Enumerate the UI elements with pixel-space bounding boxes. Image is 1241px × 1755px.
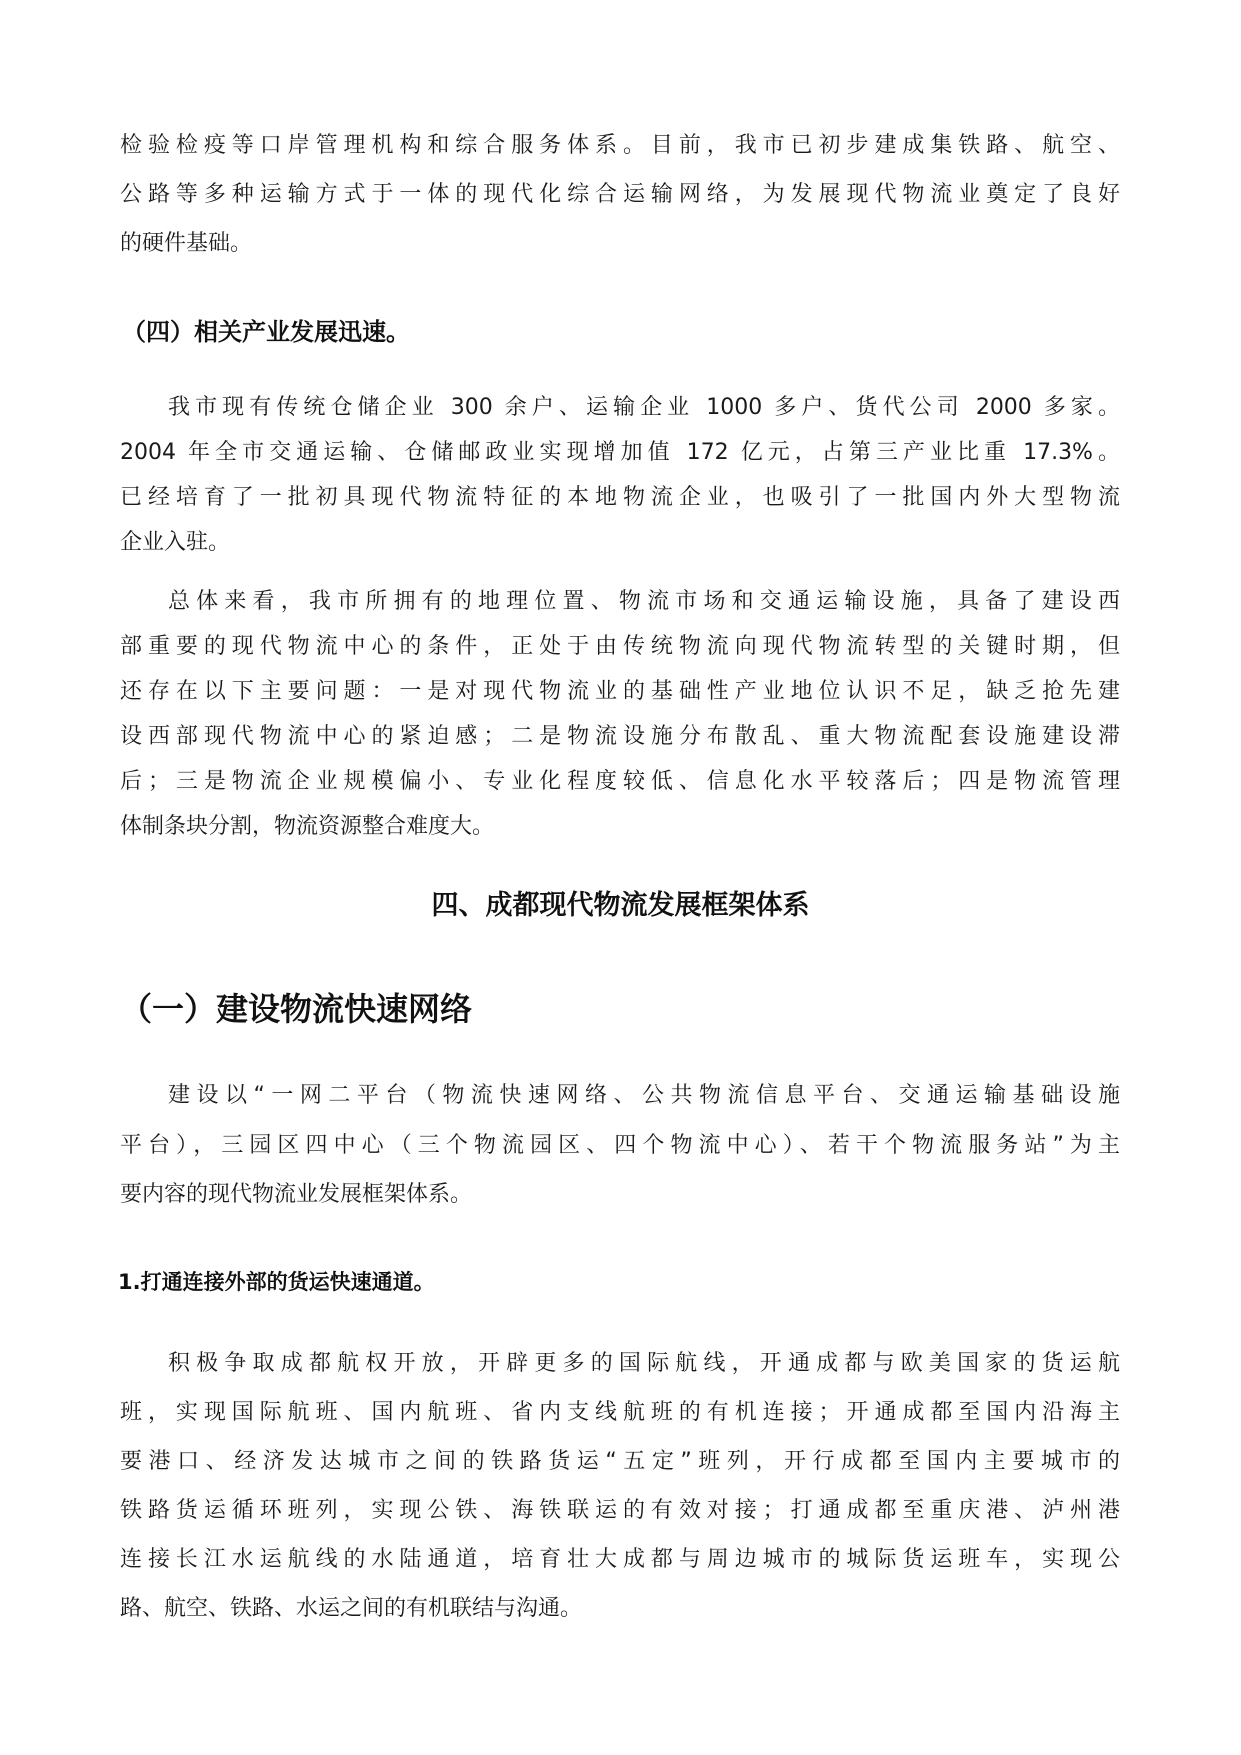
paragraph-line: 连接长江水运航线的水陆通道，培育壮大成都与周边城市的城际货运班车，实现公 [120, 1547, 1120, 1572]
paragraph-line: 检验检疫等口岸管理机构和综合服务体系。目前，我市已初步建成集铁路、航空、 [120, 133, 1120, 158]
paragraph-line: 路、航空、铁路、水运之间的有机联结与沟通。 [120, 1596, 583, 1621]
paragraph-line: 还存在以下主要问题：一是对现代物流业的基础性产业地位认识不足，缺乏抢先建 [120, 679, 1120, 704]
paragraph-line: 积极争取成都航权开放，开辟更多的国际航线，开通成都与欧美国家的货运航 [168, 1351, 1120, 1376]
subsection-title: （一）建设物流快速网络 [120, 990, 473, 1028]
paragraph-line: 要港口、经济发达城市之间的铁路货运“五定”班列，开行成都至国内主要城市的 [120, 1449, 1120, 1474]
paragraph-line: 设西部现代物流中心的紧迫感；二是物流设施分布散乱、重大物流配套设施建设滞 [120, 724, 1120, 749]
paragraph-line: 建设以“一网二平台（物流快速网络、公共物流信息平台、交通运输基础设施 [168, 1083, 1120, 1108]
paragraph-line: 的硬件基础。 [120, 231, 253, 256]
paragraph-line: 铁路货运循环班列，实现公铁、海铁联运的有效对接；打通成都至重庆港、泸州港 [120, 1498, 1120, 1523]
paragraph-line: 已经培育了一批初具现代物流特征的本地物流企业，也吸引了一批国内外大型物流 [120, 485, 1120, 510]
paragraph-line: 平台），三园区四中心（三个物流园区、四个物流中心）、若干个物流服务站”为主 [120, 1133, 1120, 1158]
paragraph-line: 公路等多种运输方式于一体的现代化综合运输网络，为发展现代物流业奠定了良好 [120, 182, 1120, 207]
paragraph-line: 后；三是物流企业规模偏小、专业化程度较低、信息化水平较落后；四是物流管理 [120, 769, 1120, 794]
paragraph-line: 体制条块分割，物流资源整合难度大。 [120, 814, 495, 839]
paragraph-line: 总体来看，我市所拥有的地理位置、物流市场和交通运输设施，具备了建设西 [168, 589, 1120, 614]
paragraph-line: 2004 年全市交通运输、仓储邮政业实现增加值 172 亿元，占第三产业比重 17.3%。 [120, 440, 1120, 465]
paragraph-line: 部重要的现代物流中心的条件，正处于由传统物流向现代物流转型的关键时期，但 [120, 634, 1120, 659]
paragraph-line: 要内容的现代物流业发展框架体系。 [120, 1182, 473, 1207]
item-heading: 1.打通连接外部的货运快速通道。 [118, 1270, 435, 1294]
paragraph-line: 我市现有传统仓储企业 300 余户、运输企业 1000 多户、货代公司 2000 多家。 [168, 395, 1120, 420]
paragraph-line: 企业入驻。 [120, 530, 231, 555]
subsection-heading: （四）相关产业发展迅速。 [122, 318, 410, 346]
paragraph-line: 班，实现国际航班、国内航班、省内支线航班的有机连接；开通成都至国内沿海主 [120, 1400, 1120, 1425]
section-title: 四、成都现代物流发展框架体系 [431, 890, 810, 921]
